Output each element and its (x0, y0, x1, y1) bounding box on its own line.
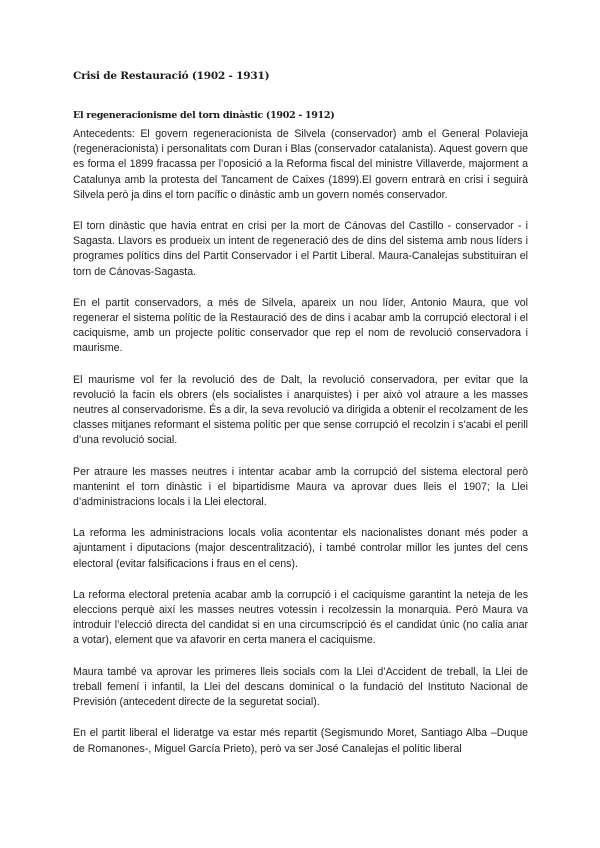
paragraph-reforma-electoral: La reforma electoral pretenia acabar amb la corrupció i el caciquisme garantint la neteja de les eleccions perquè així les masses neutres votessin i recolzessin la monarquia. Però Maura va introduir l’elecció directa del candidat si en una circumscripció és el candidat únic (no calia anar a votar), element que va afavorir en certa manera el caciquisme. (73, 588, 528, 647)
document-content (73, 70, 528, 773)
paragraph-torn-dinastic: El torn dinàstic que havia entrat en crisi per la mort de Cánovas del Castillo - conservador - i Sagasta. Llavors es produeix un intent de regeneració des de dins del sistema amb nous líders i programes polítics dins del Partit Conservador i el Partit Liberal. Maura-Canalejas substituiran el torn de Cánovas-Sagasta. (73, 220, 528, 278)
paragraph-masses-neutres: Per atraure les masses neutres i intentar acabar amb la corrupció del sistema electoral però mantenint el torn dinàstic i el bipartidisme Maura va aprovar dues lleis el 1907; la Llei d’administracions locals i la Llei electoral. (73, 465, 528, 509)
document-title: Crisi de Restauració (1902 - 1931) (73, 70, 270, 82)
paragraph-lleis-socials: Maura també va aprovar les primeres lleis socials com la Llei d’Accident de treball, la Llei de treball femení i infantil, la Llei del descans dominical o la fundació del Instituto Nacional de Previsión (antecedent directe de la seguretat social). (73, 665, 528, 709)
paragraph-administracions-locals: La reforma les administracions locals volia acontentar els nacionalistes donant més poder a ajuntament i diputacions (major descentralització), i també controlar millor les juntes del cens electoral (evitar falsificacions i fraus en el cens). (73, 527, 528, 570)
paragraph-maurisme: El maurisme vol fer la revolució des de Dalt, la revolució conservadora, per evitar que la revolució la facin els obrers (els socialistes i anarquistes) i per això vol atraure a les masses neutres al conservadorisme. És a dir, la seva revolució va dirigida a obtenir el recolzament de les classes mitjanes reformant el sistema polític per que sense corrupció el recolzin i s’acabi el perill d’una revolució social. (73, 373, 528, 447)
paragraph-antecedents: Antecedents: El govern regeneracionista de Silvela (conservador) amb el General Polavieja (regeneracionista) i personalitats com Duran i Blas (conservador catalanista). Aquest govern que es forma el 1899 fracassa per l’oposició a la Reforma fiscal del ministre Villaverde, majorment a Catalunya amb la protesta del Tancament de Caixes (1899).El govern entrarà en crisi i seguirà Silvela però ja dins el torn pacífic o dinàstic amb un govern només conservador. (73, 128, 528, 201)
paragraph-partit-conservador: En el partit conservadors, a més de Silvela, apareix un nou líder, Antonio Maura, que vol regenerar el sistema polític de la Restauració des de dins i acabar amb la corrupció electoral i el caciquisme, amb un projecte polític conservador que rep el nom de revolució conservadora i maurisme. (73, 296, 528, 355)
section-title: El regeneracionisme del torn dinàstic (1902 - 1912) (73, 110, 335, 121)
paragraph-partit-liberal: En el partit liberal el lideratge va estar més repartit (Segismundo Moret, Santiago Alba –Duque de Romanones-, Miguel García Prieto), però va ser José Canalejas el polític liberal (73, 727, 528, 755)
